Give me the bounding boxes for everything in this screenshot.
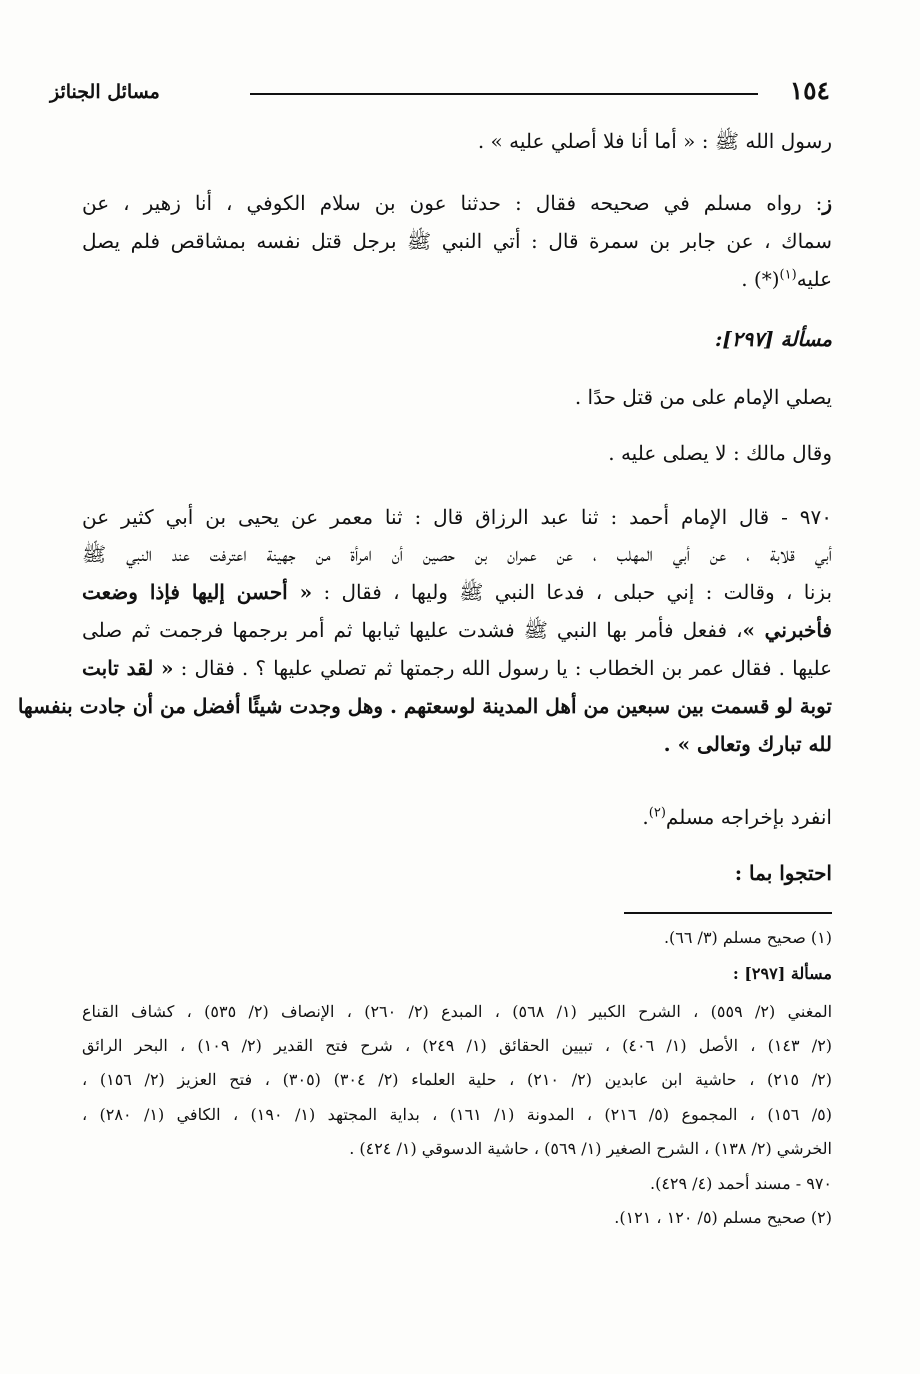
line-4-text: عليه bbox=[796, 267, 832, 291]
hadith-line-3 bbox=[82, 575, 832, 609]
line-7-text: انفرد بإخراجه مسلم bbox=[665, 805, 832, 829]
text-line-6 bbox=[82, 436, 832, 470]
text-line-1 bbox=[82, 124, 832, 158]
header-rule bbox=[250, 93, 758, 95]
footnote-1: (١) صحيح مسلم (٣/ ٦٦). bbox=[663, 928, 832, 947]
masala-heading bbox=[82, 322, 832, 356]
footnote-2: (٢) صحيح مسلم (٥/ ١٢٠ ، ١٢١). bbox=[614, 1208, 832, 1227]
text-line-2 bbox=[82, 186, 832, 220]
page-number: ١٥٤ bbox=[789, 76, 830, 105]
hadith-line-1 bbox=[82, 500, 832, 534]
footnote-sources-5: الخرشي (٢/ ١٣٨) ، الشرح الصغير (١/ ٥٦٩) ، حاشية الدسوقي (١/ ٤٢٤) . bbox=[349, 1139, 832, 1158]
text-line-8 bbox=[82, 856, 832, 890]
footnote-ref-2[interactable]: (٢) bbox=[648, 805, 666, 821]
footnote-separator bbox=[624, 912, 832, 914]
line-6-text: وقال مالك : لا يصلى عليه . bbox=[608, 441, 832, 465]
page-header bbox=[50, 76, 830, 110]
footnote-ref-1[interactable]: (١) bbox=[779, 267, 797, 283]
text-line-3 bbox=[82, 224, 832, 258]
line-2-text: : رواه مسلم في صحيحه فقال : حدثنا عون بن سلام الكوفي ، أنا زهير ، عن bbox=[82, 191, 823, 215]
hadith-quote-2: « لقد تابت bbox=[82, 656, 174, 680]
hadith-line-7 bbox=[82, 727, 832, 761]
footnote-sources-4: (٥/ ١٥٦) ، المجموع (٥/ ٢١٦) ، المدونة (١/ ١٦١) ، بداية المجتهد (١/ ١٩٠) ، الكافي (١/ ٢٨٠) ، bbox=[82, 1105, 832, 1124]
hadith-line-5 bbox=[82, 651, 832, 685]
line-4-end: (*) . bbox=[741, 267, 780, 291]
hadith-line-6-text: توبة لو قسمت بين سبعين من أهل المدينة لوسعتهم . وهل وجدت شيئًا أفضل من أن جادت بنفسها bbox=[17, 694, 832, 718]
hadith-line-1-text: ٩٧٠ - قال الإمام أحمد : ثنا عبد الرزاق قال : ثنا معمر عن يحيى بن أبي كثير عن bbox=[82, 505, 832, 529]
hadith-line-7-text: لله تبارك وتعالى » . bbox=[663, 732, 832, 756]
text-line-4 bbox=[82, 262, 832, 296]
hadith-line-2 bbox=[82, 537, 832, 571]
hadith-line-3-text: بزنا ، وقالت : إني حبلى ، فدعا النبي ﷺ وليها ، فقال : bbox=[323, 580, 833, 604]
text-line-5 bbox=[82, 380, 832, 414]
footnote-sources-3: (٢/ ٢١٥) ، حاشية ابن عابدين (٢/ ٢١٠) ، حلية العلماء (٢/ ٣٠٤) (٣٠٥) ، فتح العزيز (٢/ ١٥٦) ، bbox=[82, 1070, 832, 1089]
hadith-line-6 bbox=[17, 689, 832, 723]
line-7-end: . bbox=[642, 805, 649, 829]
hadith-line-5-text: عليها . فقال عمر بن الخطاب : يا رسول الله رجمتها ثم تصلي عليها ؟ . فقال : bbox=[180, 656, 833, 680]
line-8-text: احتجوا بما : bbox=[734, 861, 832, 885]
hadith-quote-1: « أحسن إليها فإذا وضعت bbox=[82, 580, 313, 604]
masala-title: مسألة [٢٩٧]: bbox=[715, 327, 832, 351]
hadith-line-4-text: ، ففعل فأمر بها النبي ﷺ فشدت عليها ثيابها ثم أمر برجمها فرجمت ثم صلى bbox=[82, 618, 743, 642]
hadith-line-2-text: أبي قلابة ، عن أبي المهلب ، عن عمران بن حصين أن امرأة من جهينة اعترفت عند النبي ﷺ bbox=[82, 542, 832, 566]
footnote-hadith-970: ٩٧٠ - مسند أحمد (٤/ ٤٢٩). bbox=[649, 1174, 832, 1193]
line-1-text: رسول الله ﷺ : « أما أنا فلا أصلي عليه » . bbox=[477, 129, 832, 153]
line-5-text: يصلي الإمام على من قتل حدًا . bbox=[574, 385, 832, 409]
footnote-masala-label: مسألة [٢٩٧] : bbox=[732, 964, 832, 983]
line-3-text: سماك ، عن جابر بن سمرة قال : أتي النبي ﷺ برجل قتل نفسه بمشاقص فلم يصل bbox=[82, 229, 832, 253]
footnote-sources-1: المغني (٢/ ٥٥٩) ، الشرح الكبير (١/ ٥٦٨) ، المبدع (٢/ ٢٦٠) ، الإنصاف (٢/ ٥٣٥) ، كشاف القناع bbox=[82, 1002, 833, 1021]
footnote-sources-2: (٢/ ١٤٣) ، الأصل (١/ ٤٠٦) ، تبيين الحقائق (١/ ٢٤٩) ، شرح فتح القدير (٢/ ١٠٩) ، البحر الرائق bbox=[82, 1036, 833, 1055]
running-title: مسائل الجنائز bbox=[50, 81, 160, 103]
text-line-7 bbox=[82, 800, 832, 834]
hadith-line-4 bbox=[82, 613, 832, 647]
z-marker: ز bbox=[822, 191, 832, 215]
hadith-quote-1-end: فأخبرني » bbox=[742, 618, 832, 642]
